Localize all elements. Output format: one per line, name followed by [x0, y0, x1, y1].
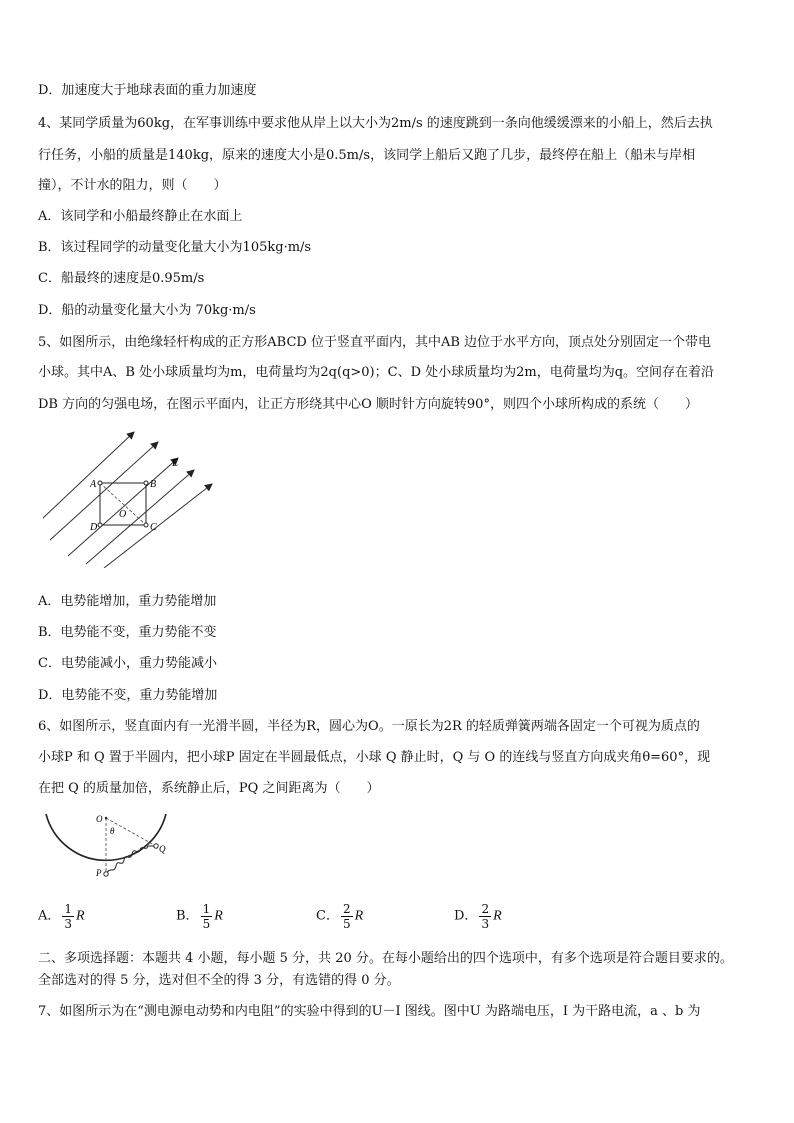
- q4-option-d: D．船的动量变化量大小为 70kg·m/s: [38, 303, 256, 318]
- numerator: 1: [64, 902, 73, 916]
- choice-label: A．: [38, 908, 61, 924]
- fraction: [341, 902, 353, 931]
- q5-option-b: B．电势能不变，重力势能不变: [38, 625, 217, 640]
- variable-r: R: [354, 908, 364, 924]
- numerator: 2: [481, 902, 490, 916]
- fraction: [62, 902, 74, 931]
- variable-r: R: [493, 908, 502, 924]
- ball-c: [144, 523, 148, 527]
- q6-stem-line2: 小球P 和 Q 置于半圆内，把小球P 固定在半圆最低点，小球 Q 静止时，Q 与 O 的连线与竖直方向成夹角θ=60°，现: [38, 750, 711, 765]
- q5-option-c: C．电势能减小，重力势能减小: [38, 656, 217, 671]
- q4-option-b: B．该过程同学的动量变化量大小为105kg·m/s: [38, 240, 312, 255]
- ball-d: [98, 523, 102, 527]
- q5-stem-line3: DB 方向的匀强电场，在图示平面内，让正方形绕其中心O 顺时针方向旋转90°，则四个小球所构成的系统（ ）: [38, 397, 698, 412]
- center-o: [105, 817, 107, 819]
- denominator: 5: [342, 917, 351, 931]
- section2-heading-line2: 全部选对的得 5 分，选对但不全的得 3 分，有选错的得 0 分。: [38, 973, 400, 988]
- q6-choice-c: [316, 902, 363, 931]
- numerator: 1: [202, 902, 211, 916]
- q4-option-c: C．船最终的速度是0.95m/s: [38, 271, 205, 286]
- label-o: O: [96, 814, 103, 824]
- variable-r: R: [214, 908, 223, 924]
- label-p: P: [96, 868, 102, 878]
- field-lines: [43, 432, 212, 568]
- q3-option-d: D．加速度大于地球表面的重力加速度: [38, 83, 257, 98]
- q4-stem-line2: 行任务，小船的质量是140kg，原来的速度大小是0.5m/s，该同学上船后又跑了几步，最终停在船上（船未与岸相: [38, 148, 696, 163]
- choice-label: D．: [454, 908, 478, 924]
- fraction: [479, 902, 491, 931]
- denominator: 5: [202, 917, 211, 931]
- denominator: 3: [64, 917, 73, 931]
- ball-q: [154, 844, 158, 848]
- q5-option-d: D．电势能不变，重力势能增加: [38, 688, 218, 703]
- q4-stem-line3: 撞），不计水的阻力，则（ ）: [38, 178, 227, 193]
- label-o: O: [119, 509, 127, 520]
- numerator: 2: [342, 902, 351, 916]
- fraction: [201, 902, 213, 931]
- q4-stem-line1: 4、某同学质量为60kg，在军事训练中要求他从岸上以大小为2m/s 的速度跳到一条向他缓缓漂来的小船上，然后去执: [38, 116, 713, 131]
- denominator: 3: [481, 917, 490, 931]
- ball-b: [144, 481, 148, 485]
- q7-stem-line1: 7、如图所示为在“测电源电动势和内电阻”的实验中得到的U－I 图线。图中U 为路端电压，I 为干路电流，a 、b 为: [38, 1004, 701, 1019]
- field-line: [104, 484, 212, 568]
- label-e: E: [172, 458, 179, 469]
- label-d: D: [90, 522, 98, 533]
- q6-choice-d: [454, 902, 502, 931]
- choice-label: B．: [176, 908, 199, 924]
- q5-field-figure: [38, 428, 228, 568]
- q6-choice-b: [176, 902, 223, 931]
- q5-option-a: A．电势能增加，重力势能增加: [38, 594, 217, 609]
- field-line: [68, 458, 178, 556]
- q5-stem-line2: 小球。其中A、B 处小球质量均为m，电荷量均为2q(q>0)；C、D 处小球质量均为2m，电荷量均为q。空间存在着沿: [38, 365, 715, 380]
- q5-stem-line1: 5、如图所示，由绝缘轻杆构成的正方形ABCD 位于竖直平面内，其中AB 边位于水平方向，顶点处分别固定一个带电: [38, 335, 712, 350]
- label-a: A: [90, 479, 97, 490]
- choice-label: C．: [316, 908, 339, 924]
- label-q: Q: [159, 844, 166, 854]
- q4-option-a: A．该同学和小船最终静止在水面上: [38, 209, 243, 224]
- label-theta: θ: [110, 826, 115, 836]
- label-b: B: [150, 479, 157, 490]
- q6-stem-line1: 6、如图所示，竖直面内有一光滑半圆，半径为R，圆心为O。一原长为2R 的轻质弹簧两端各固定一个可视为质点的: [38, 719, 700, 734]
- q6-choice-a: [38, 902, 85, 931]
- ball-p: [104, 872, 108, 876]
- q6-stem-line3: 在把 Q 的质量加倍，系统静止后，PQ 之间距离为（ ）: [38, 781, 380, 796]
- variable-r: R: [76, 908, 85, 924]
- q6-semicircle-figure: [38, 808, 178, 882]
- section2-heading-line1: 二、多项选择题：本题共 4 小题，每小题 5 分，共 20 分。在每小题给出的四个选项中，有多个选项是符合题目要求的。: [38, 951, 733, 966]
- label-c: C: [150, 522, 157, 533]
- ball-a: [98, 481, 102, 485]
